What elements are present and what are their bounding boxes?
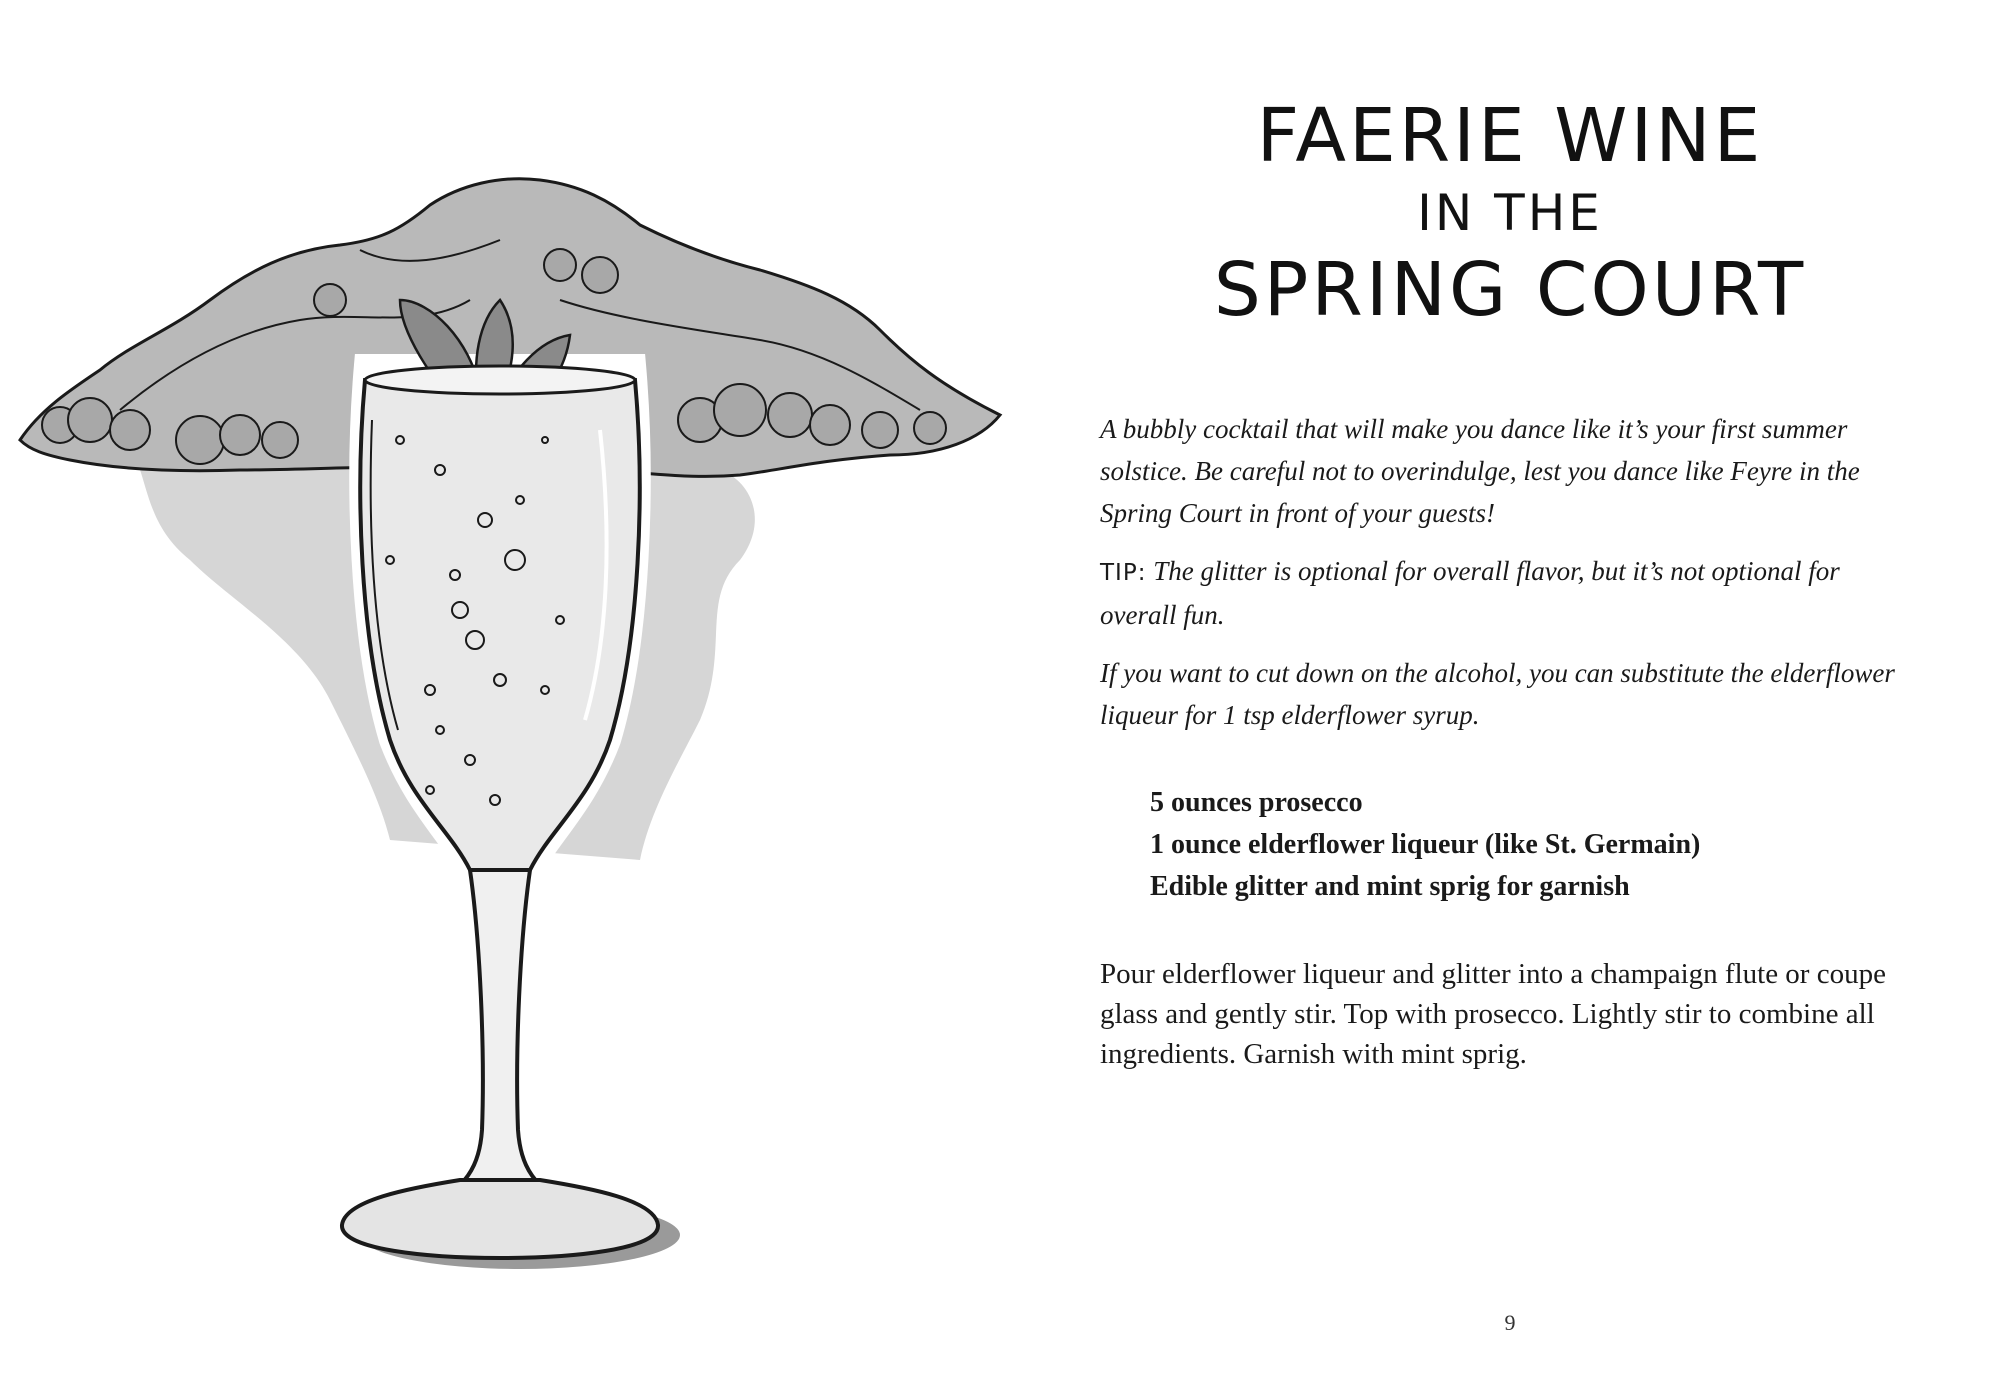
ingredient-item: 1 ounce elderflower liqueur (like St. Germain) (1150, 829, 1701, 860)
cocktail-illustration (0, 150, 1010, 1270)
tip-label: TIP: (1100, 560, 1147, 586)
ingredient-item: 5 ounces prosecco (1150, 787, 1363, 818)
tip-paragraph (1100, 550, 1900, 636)
title-line-2: IN THE (1417, 184, 1603, 242)
recipe-page (1100, 90, 1920, 1074)
ingredient-item: Edible glitter and mint sprig for garnish (1150, 871, 1630, 902)
tip-text: The glitter is optional for overall flavor, but it’s not optional for overall fun. (1100, 556, 1840, 630)
recipe-title (1100, 90, 1920, 336)
ingredient-list (1150, 782, 1920, 908)
title-line-1: FAERIE WINE (1256, 93, 1764, 179)
method-paragraph: Pour elderflower liqueur and glitter into a champaign flute or coupe glass and gently stir. Top with prosecco. Lightly stir to combine all ingredients. Garnish with mint sprig. (1100, 958, 1886, 1070)
page-number: 9 (1504, 1310, 1516, 1335)
intro-paragraph: A bubbly cocktail that will make you dance like it’s your first summer solstice. Be careful not to overindulge, lest you dance like Feyre in the Spring Court in front of your guests! (1100, 414, 1860, 528)
title-line-3: SPRING COURT (1213, 247, 1807, 333)
substitution-paragraph: If you want to cut down on the alcohol, you can substitute the elderflower liqueur for 1 tsp elderflower syrup. (1100, 658, 1895, 730)
